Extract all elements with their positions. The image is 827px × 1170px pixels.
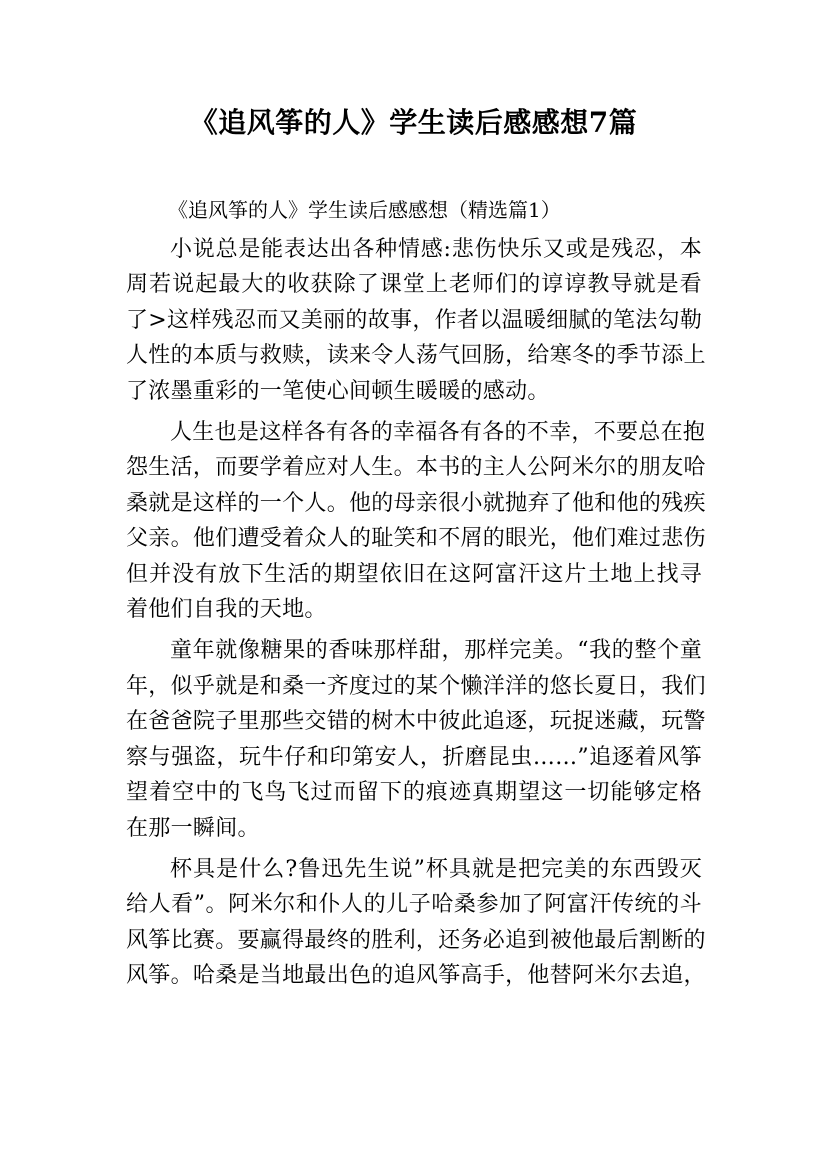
text-line: 望着空中的飞鸟飞过而留下的痕迹真期望这一切能够定格	[126, 780, 702, 806]
text-line: 了浓墨重彩的一笔使心间顿生暖暖的感动。	[126, 378, 550, 404]
text-line: 在那一瞬间。	[126, 815, 260, 841]
text-line: 着他们自我的天地。	[126, 597, 327, 623]
paragraph-1	[126, 232, 706, 409]
text-line: 童年就像糖果的香味那样甜，那样完美。“我的整个童	[170, 638, 702, 664]
text-line: 杯具是什么?鲁迅先生说”杯具就是把完美的东西毁灭	[170, 856, 702, 882]
section-heading: 《追风筝的人》学生读后感感想（精选篇1）	[168, 198, 561, 222]
paragraph-3	[126, 633, 706, 845]
text-line: 桑就是这样的一个人。他的母亲很小就抛弃了他和他的残疾	[126, 490, 706, 516]
text-line: 周若说起最大的收获除了课堂上老师们的谆谆教导就是看	[126, 272, 702, 298]
text-line: 给人看”。阿米尔和仆人的儿子哈桑参加了阿富汗传统的斗	[126, 892, 702, 918]
text-line: 了>这样残忍而又美丽的故事，作者以温暖细腻的笔法勾勒	[126, 307, 703, 333]
text-line: 察与强盗，玩牛仔和印第安人，折磨昆虫……”追逐着风筝	[126, 744, 702, 770]
text-line: 风筝比赛。要赢得最终的胜利，还务必追到被他最后割断的	[126, 927, 706, 953]
text-line: 在爸爸院子里那些交错的树木中彼此追逐，玩捉迷藏，玩警	[126, 709, 706, 735]
paragraph-4	[126, 852, 706, 994]
text-line: 人性的本质与救赎，读来令人荡气回肠，给寒冬的季节添上	[126, 343, 706, 369]
paragraph-2	[126, 415, 706, 627]
text-line: 但并没有放下生活的期望依旧在这阿富汗这片土地上找寻	[126, 561, 702, 587]
text-line: 怨生活，而要学着应对人生。本书的主人公阿米尔的朋友哈	[126, 455, 706, 481]
text-line: 风筝。哈桑是当地最出色的追风筝高手，他替阿米尔去追，	[126, 963, 706, 989]
document-title: 《追风筝的人》学生读后感感想7篇	[189, 106, 638, 139]
text-line: 小说总是能表达出各种情感:悲伤快乐又或是残忍，本	[170, 237, 702, 262]
text-line: 父亲。他们遭受着众人的耻笑和不屑的眼光，他们难过悲伤	[126, 526, 706, 552]
text-line: 年，似乎就是和桑一齐度过的某个懒洋洋的悠长夏日，我们	[126, 673, 706, 699]
body-text	[126, 232, 706, 1000]
text-line: 人生也是这样各有各的幸福各有各的不幸，不要总在抱	[170, 420, 706, 446]
